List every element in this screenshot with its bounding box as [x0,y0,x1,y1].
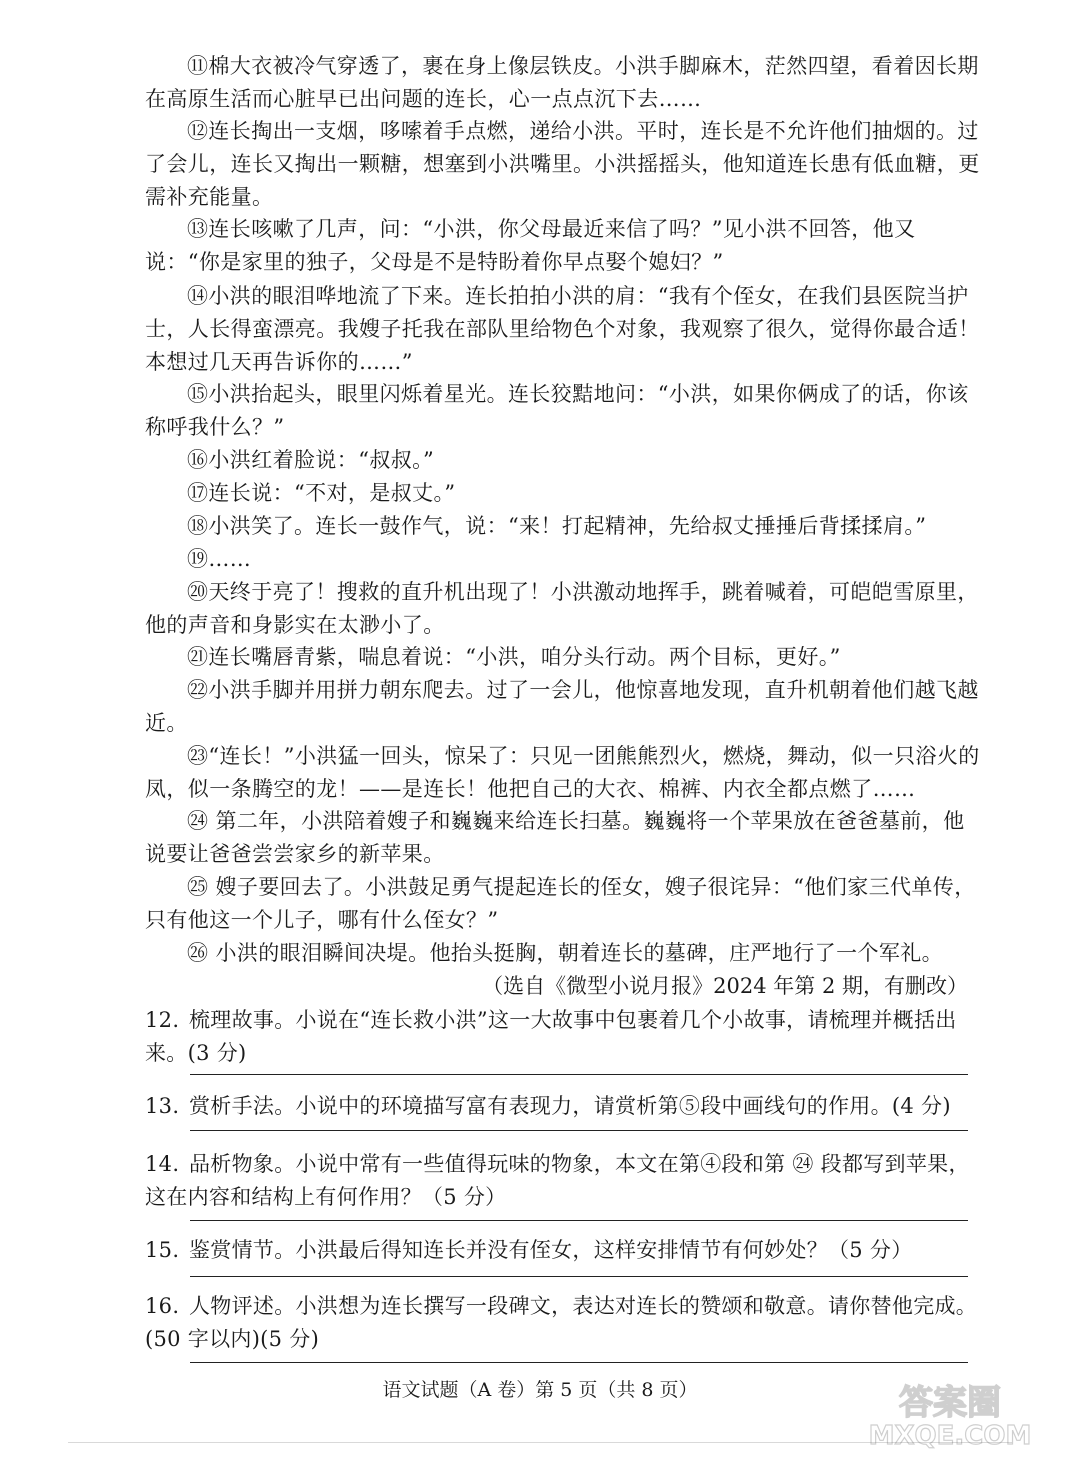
paragraph-18: ⑱小洪笑了。连长一鼓作气，说：“来！打起精神，先给叔丈捶捶后背揉揉肩。” [187,514,927,538]
paragraph-26: ㉖ 小洪的眼泪瞬间决堤。他抬头挺胸，朝着连长的墓碑，庄严地行了一个军礼。 [187,941,944,965]
question-number: 16. [145,1294,180,1318]
paragraph-25: ㉕ 嫂子要回去了。小洪鼓足勇气提起连长的侄女，嫂子很诧异：“他们家三代单传，只有他这一个儿子，哪有什么侄女？” [145,875,976,932]
page-footer: 语文试题（A 卷）第 5 页（共 8 页） [382,1379,698,1401]
paragraph-20: ⑳天终于亮了！搜救的直升机出现了！小洪激动地挥手，跳着喊着，可皑皑雪原里，他的声音和身影实在太渺小了。 [145,580,979,637]
source-citation: （选自《微型小说月报》2024 年第 2 期，有删改） [482,974,968,998]
question-text: 鉴赏情节。小洪最后得知连长并没有侄女，这样安排情节有何妙处？（5 分） [189,1238,913,1262]
paragraph-19: ⑲…… [187,547,252,571]
paragraph-21: ㉑连长嘴唇青紫，喘息着说：“小洪，咱分头行动。两个目标，更好。” [187,645,841,669]
watermark-line2: MXQE.COM [868,1421,1032,1450]
paragraph-16: ⑯小洪红着脸说：“叔叔。” [187,448,435,472]
question-text: 赏析手法。小说中的环境描写富有表现力，请赏析第⑤段中画线句的作用。(4 分) [189,1094,951,1118]
question-number: 13. [145,1094,180,1118]
watermark-line1: 答案圈 [899,1383,1001,1423]
answer-line-13[interactable] [190,1130,968,1131]
question-13 [145,1090,980,1123]
answer-line-16[interactable] [190,1362,968,1363]
question-14 [145,1148,980,1214]
question-text: 品析物象。小说中常有一些值得玩味的物象，本文在第④段和第 ㉔ 段都写到苹果，这在内容和结构上有何作用？（5 分） [145,1152,970,1209]
watermark-logo [850,1378,1050,1450]
paragraph-11: ⑪棉大衣被冷气穿透了，裹在身上像层铁皮。小洪手脚麻木，茫然四望，看着因长期在高原生活而心脏早已出问题的连长，心一点点沉下去…… [145,54,979,111]
question-text: 梳理故事。小说在“连长救小洪”这一大故事中包裹着几个小故事，请梳理并概括出来。(3 分) [145,1008,957,1065]
paragraph-15: ⑮小洪抬起头，眼里闪烁着星光。连长狡黠地问：“小洪，如果你俩成了的话，你该称呼我什么？” [145,382,969,439]
question-16 [145,1290,980,1356]
question-text: 人物评述。小洪想为连长撰写一段碑文，表达对连长的赞颂和敬意。请你替他完成。(50 字以内)(5 分) [145,1294,978,1351]
question-number: 15. [145,1238,180,1262]
paragraph-22: ㉒小洪手脚并用拼力朝东爬去。过了一会儿，他惊喜地发现，直升机朝着他们越飞越近。 [145,678,979,735]
paragraph-17: ⑰连长说：“不对，是叔丈。” [187,481,456,505]
paragraph-24: ㉔ 第二年，小洪陪着嫂子和巍巍来给连长扫墓。巍巍将一个苹果放在爸爸墓前，他说要让爸爸尝尝家乡的新苹果。 [145,809,965,866]
question-number: 14. [145,1152,180,1176]
paragraph-13: ⑬连长咳嗽了几声，问：“小洪，你父母最近来信了吗？”见小洪不回答，他又说：“你是家里的独子，父母是不是特盼着你早点娶个媳妇？” [145,217,916,274]
question-12 [145,1004,980,1070]
answer-line-12[interactable] [190,1074,968,1075]
answer-line-15[interactable] [190,1276,968,1277]
paragraph-14: ⑭小洪的眼泪哗地流了下来。连长拍拍小洪的肩：“我有个侄女，在我们县医院当护士，人长得蛮漂亮。我嫂子托我在部队里给物色个对象，我观察了很久，觉得你最合适！本想过几天再告诉你的……” [145,284,980,374]
paragraph-12: ⑫连长掏出一支烟，哆嗦着手点燃，递给小洪。平时，连长是不允许他们抽烟的。过了会儿，连长又掏出一颗糖，想塞到小洪嘴里。小洪摇摇头，他知道连长患有低血糖，更需补充能量。 [145,119,980,209]
answer-line-14[interactable] [190,1220,968,1221]
question-number: 12. [145,1008,180,1032]
paragraph-23: ㉓“连长！”小洪猛一回头，惊呆了：只见一团熊熊烈火，燃烧，舞动，似一只浴火的凤，似一条腾空的龙！——是连长！他把自己的大衣、棉裤、内衣全都点燃了…… [145,744,980,801]
question-15 [145,1234,980,1267]
